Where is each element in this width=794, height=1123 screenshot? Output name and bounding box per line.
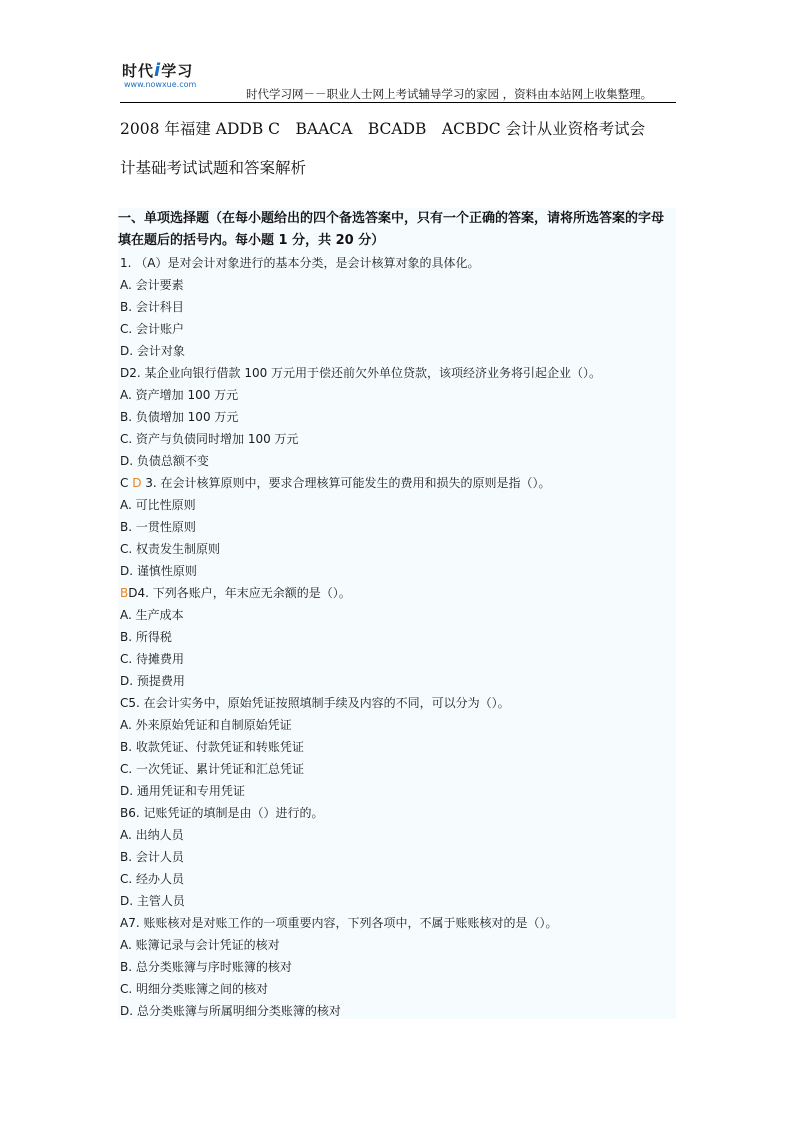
question-4-answer-mark: B xyxy=(120,586,129,600)
question-6-stem: B6. 记账凭证的填制是由（）进行的。 xyxy=(120,806,324,820)
logo-url: www.nowxue.com xyxy=(124,80,197,89)
question-2-stem: D2. 某企业向银行借款 100 万元用于偿还前欠外单位贷款，该项经济业务将引起企业（）。 xyxy=(120,366,602,380)
question-1-option-c: C. 会计账户 xyxy=(120,322,185,336)
logo-text-right: 学习 xyxy=(161,62,194,80)
question-6-option-a: A. 出纳人员 xyxy=(120,828,184,842)
question-7-option-c: C. 明细分类账簿之间的核对 xyxy=(120,982,269,996)
question-1-option-a: A. 会计要素 xyxy=(120,278,184,292)
question-4-option-d: D. 预提费用 xyxy=(120,674,185,688)
document-title-line-1: 2008 年福建 ADDB C BAACA BCADB ACBDC 会计从业资格考试会 xyxy=(120,120,646,138)
question-2-option-b: B. 负债增加 100 万元 xyxy=(120,410,239,424)
question-2-option-a: A. 资产增加 100 万元 xyxy=(120,388,239,402)
header-divider xyxy=(120,102,676,103)
question-3-text: 3. 在会计核算原则中，要求合理核算可能发生的费用和损失的原则是指（）。 xyxy=(141,476,551,490)
question-3-option-c: C. 权责发生制原则 xyxy=(120,542,221,556)
question-4-option-a: A. 生产成本 xyxy=(120,608,184,622)
question-1-stem: 1. （A）是对会计对象进行的基本分类，是会计核算对象的具体化。 xyxy=(120,256,480,270)
question-4-text: D4. 下列各账户，年末应无余额的是（）。 xyxy=(128,586,351,600)
question-6-option-b: B. 会计人员 xyxy=(120,850,184,864)
question-7-option-d: D. 总分类账簿与所属明细分类账簿的核对 xyxy=(120,1004,341,1018)
content-background xyxy=(118,208,676,1019)
question-6-option-c: C. 经办人员 xyxy=(120,872,185,886)
question-7-option-a: A. 账簿记录与会计凭证的核对 xyxy=(120,938,280,952)
question-5-option-c: C. 一次凭证、累计凭证和汇总凭证 xyxy=(120,762,305,776)
question-4-option-c: C. 待摊费用 xyxy=(120,652,185,666)
question-4-option-b: B. 所得税 xyxy=(120,630,172,644)
question-5-stem: C5. 在会计实务中，原始凭证按照填制手续及内容的不同，可以分为（）。 xyxy=(120,696,510,710)
question-3-option-d: D. 谨慎性原则 xyxy=(120,564,197,578)
question-7-stem: A7. 账账核对是对账工作的一项重要内容，下列各项中，不属于账账核对的是（）。 xyxy=(120,916,558,930)
question-7-option-b: B. 总分类账簿与序时账簿的核对 xyxy=(120,960,292,974)
question-6-option-d: D. 主管人员 xyxy=(120,894,185,908)
section-heading: 一、单项选择题（在每小题给出的四个备选答案中，只有一个正确的答案，请将所选答案的字母填在题后的括号内。每小题 1 分，共 20 分） xyxy=(118,211,665,248)
logo-i-icon: i xyxy=(154,60,162,81)
header-tagline: 时代学习网－－职业人士网上考试辅导学习的家园 ，资料由本站网上收集整理。 xyxy=(246,87,653,101)
question-5-option-a: A. 外来原始凭证和自制原始凭证 xyxy=(120,718,292,732)
logo-brand xyxy=(122,60,193,81)
question-2-option-c: C. 资产与负债同时增加 100 万元 xyxy=(120,432,299,446)
question-5-option-b: B. 收款凭证、付款凭证和转账凭证 xyxy=(120,740,304,754)
question-3-option-b: B. 一贯性原则 xyxy=(120,520,196,534)
question-5-option-d: D. 通用凭证和专用凭证 xyxy=(120,784,245,798)
question-3-answer-mark: D xyxy=(132,476,142,490)
question-1-option-d: D. 会计对象 xyxy=(120,344,185,358)
site-logo[interactable] xyxy=(122,60,212,94)
question-1-option-b: B. 会计科目 xyxy=(120,300,184,314)
question-3-stem xyxy=(120,474,551,492)
document-title-line-2: 计基础考试试题和答案解析 xyxy=(120,159,307,177)
logo-text-left: 时代 xyxy=(122,62,155,80)
question-3-option-a: A. 可比性原则 xyxy=(120,498,196,512)
question-3-prefix: C xyxy=(120,476,133,490)
question-4-stem xyxy=(120,584,351,602)
question-2-option-d: D. 负债总额不变 xyxy=(120,454,209,468)
